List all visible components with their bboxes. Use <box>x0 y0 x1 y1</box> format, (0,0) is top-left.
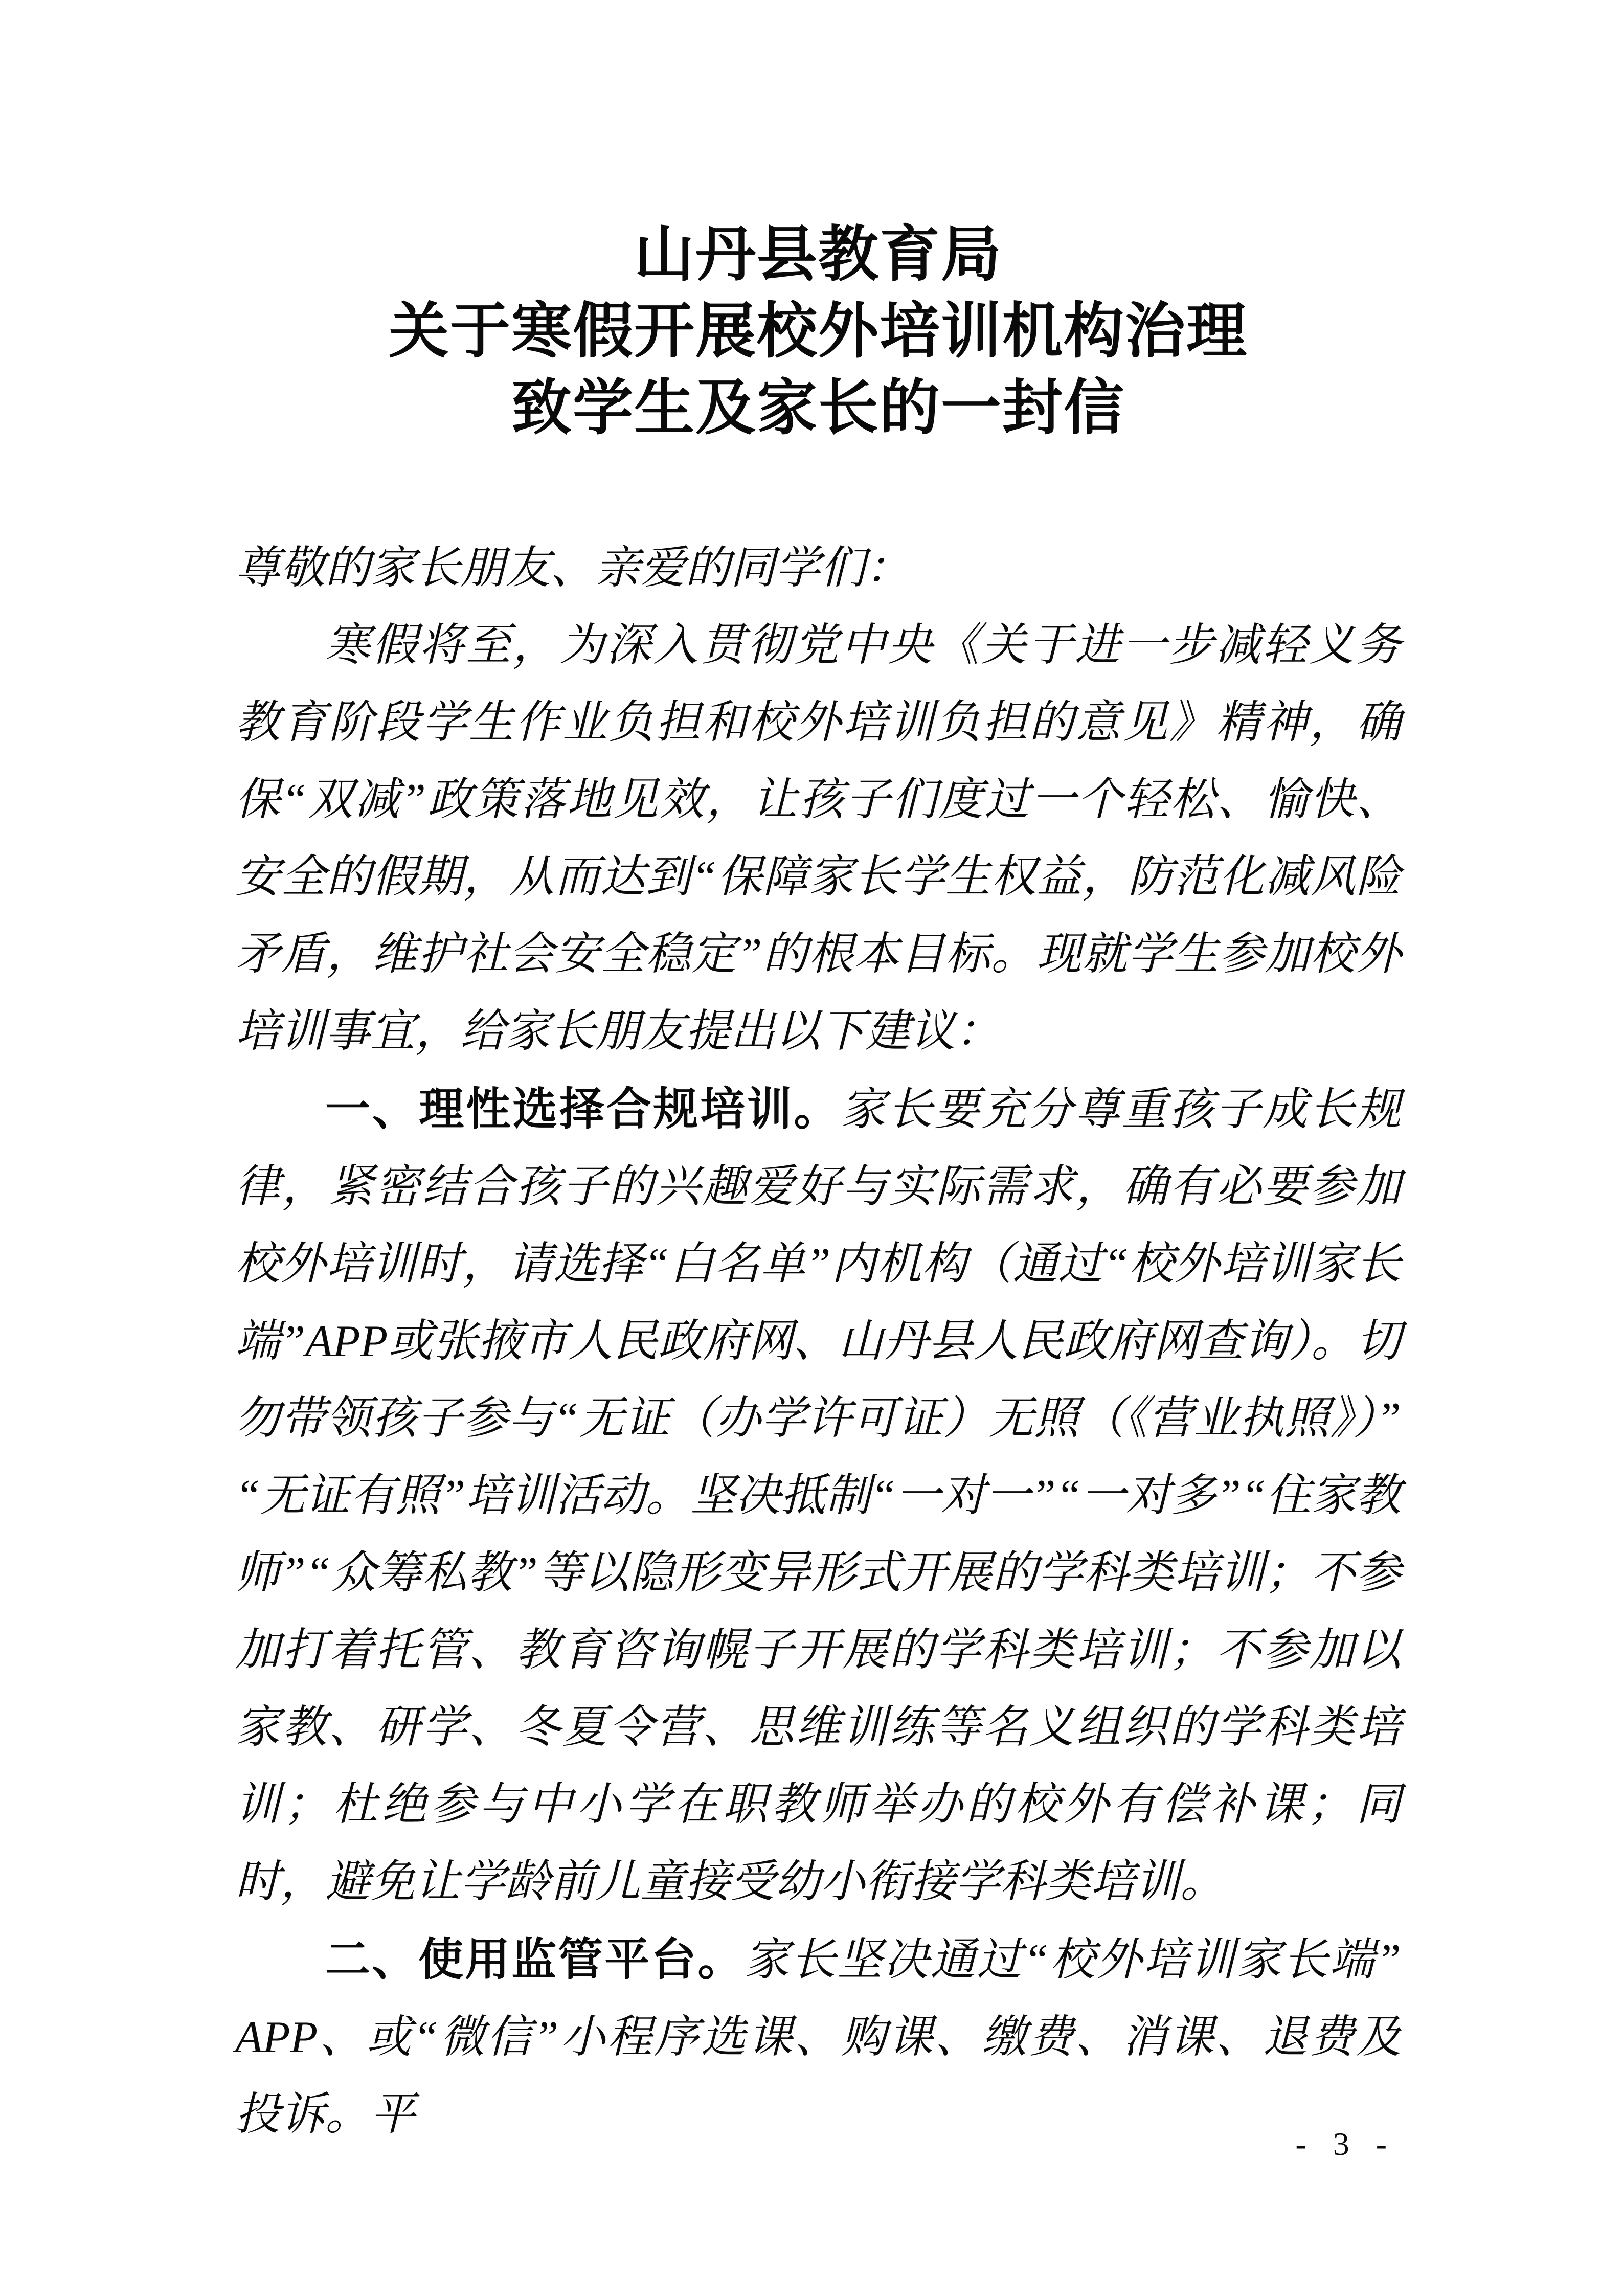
title-line-2: 关于寒假开展校外培训机构治理 <box>388 298 1248 365</box>
document-body <box>235 530 1401 2153</box>
document-title <box>235 217 1401 447</box>
paragraph-intro <box>235 607 1401 1070</box>
paragraph-item-2-text: 家长坚决通过“校外培训家长端”APP、或“微信”小程序选课、购课、缴费、消课、退费及投诉。平 <box>235 1935 1401 2140</box>
page-number: - 3 - <box>1295 2126 1396 2162</box>
document-content <box>235 217 1401 2153</box>
salutation <box>235 530 1401 607</box>
paragraph-item-2 <box>235 1921 1401 2153</box>
paragraph-item-1-text: 家长要充分尊重孩子成长规律，紧密结合孩子的兴趣爱好与实际需求，确有必要参加校外培训时，请选择“白名单”内机构（通过“校外培训家长端”APP或张掖市人民政府网、山丹县人民政府网查询）。切勿带领孩子参与“无证（办学许可证）无照（《营业执照》）”“无证有照”培训活动。坚决抵制“一对一”“一对多”“住家教师”“众筹私教”等以隐形变异形式开展的学科类培训；不参加打着托管、教育咨询幌子开展的学科类培训；不参加以家教、研学、冬夏令营、思维训练等名义组织的学科类培训；杜绝参与中小学在职教师举办的校外有偿补课；同时，避免让学龄前儿童接受幼小衔接学科类培训。 <box>235 1085 1401 1907</box>
paragraph-intro-text: 寒假将至，为深入贯彻党中央《关于进一步减轻义务教育阶段学生作业负担和校外培训负担的意见》精神，确保“双减”政策落地见效，让孩子们度过一个轻松、愉快、安全的假期，从而达到“保障家长学生权益，防范化减风险矛盾，维护社会安全稳定”的根本目标。现就学生参加校外培训事宜，给家长朋友提出以下建议： <box>235 621 1401 1056</box>
paragraph-item-1-heading: 一、理性选择合规培训。 <box>325 1084 841 1134</box>
paragraph-item-1 <box>235 1070 1401 1921</box>
title-line-1: 山丹县教育局 <box>634 221 1002 288</box>
paragraph-item-2-heading: 二、使用监管平台。 <box>325 1934 745 1985</box>
salutation-text: 尊敬的家长朋友、亲爱的同学们： <box>235 544 911 593</box>
title-line-3: 致学生及家长的一封信 <box>511 375 1125 442</box>
